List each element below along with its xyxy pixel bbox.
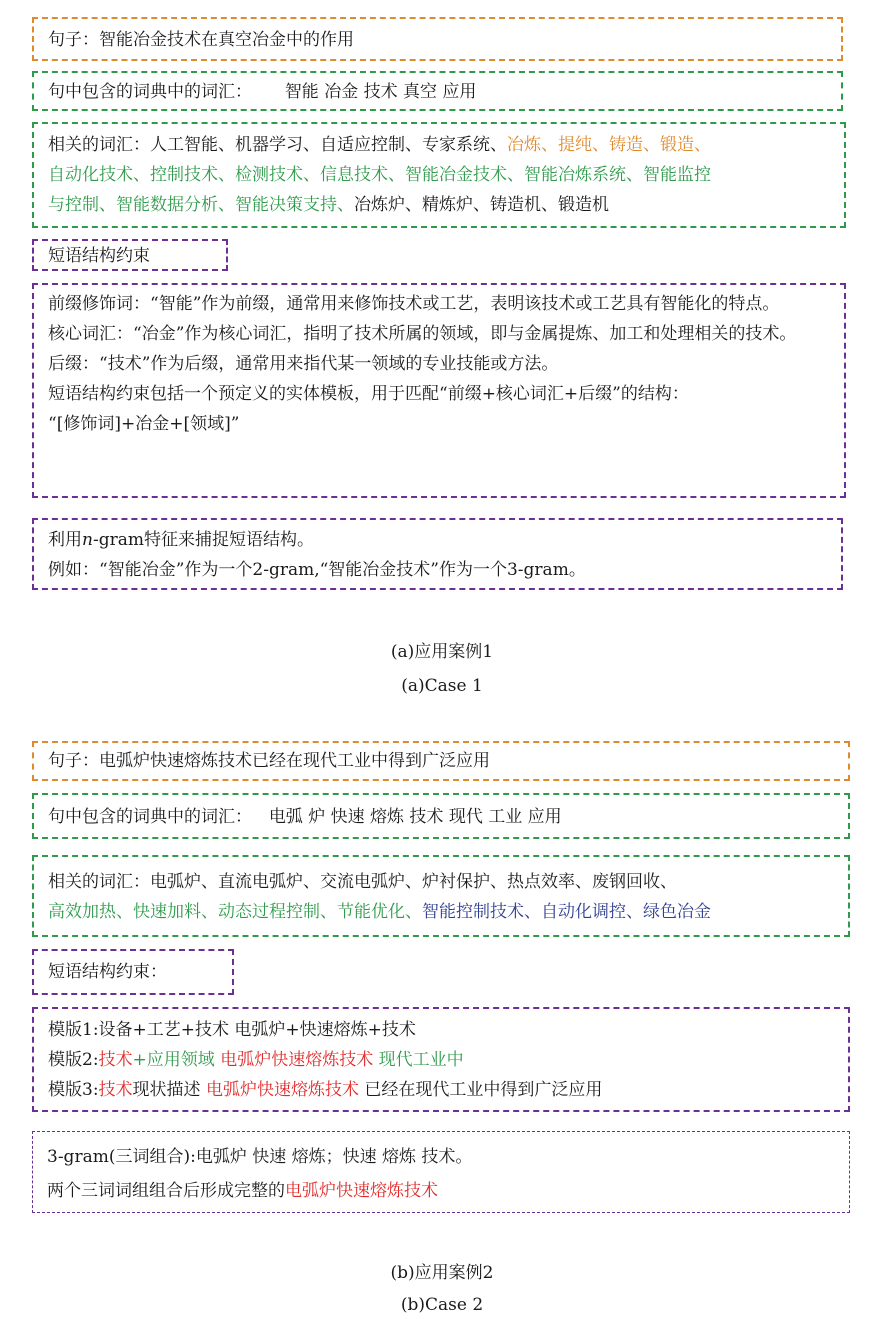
case2-related-words-box [32,855,850,937]
case1-template-1: 短语结构约束包括一个预定义的实体模板，用于匹配“前缀+核心词汇+后缀”的结构： [48,384,689,404]
case1-related-green-1: 自动化技术、控制技术、检测技术、信息技术、智能冶金技术、智能冶炼系统、智能监控 [48,165,711,185]
case2-sentence: 句子：电弧炉快速熔炼技术已经在现代工业中得到广泛应用 [48,751,490,771]
case1-ngram-box [32,518,843,590]
case1-constraint-title: 短语结构约束 [48,246,150,266]
case2-template-2-green-2: 现代工业中 [378,1050,464,1070]
case1-ngram-2: 例如：“智能冶金”作为一个2-gram,“智能冶金技术”作为一个3-gram。 [48,560,586,580]
case2-gram-2a: 两个三词词组组合后形成完整的 [47,1181,285,1201]
case2-gram-2b: 电弧炉快速熔炼技术 [285,1181,438,1201]
case1-sentence-box [32,17,843,61]
case2-dict-words: 电弧 炉 快速 熔炼 技术 现代 工业 应用 [268,807,562,827]
case1-dict-words-box [32,71,843,111]
case2-dict-words-label: 句中包含的词典中的词汇： [48,807,252,827]
case2-template-3-red-2: 电弧炉快速熔炼技术 [205,1080,359,1100]
case1-ngram-n: n [82,530,93,550]
case1-related-black-1: 人工智能、机器学习、自适应控制、专家系统、 [150,135,507,155]
case1-ngram-1a: 利用 [48,530,82,550]
case1-caption-en: (a)Case 1 [401,676,483,696]
case2-gram-1: 3-gram(三词组合):电弧炉 快速 熔炼；快速 熔炼 技术。 [47,1147,473,1167]
case2-template-3-mid: 现状描述 [132,1080,201,1100]
case1-constraint-detail-box [32,283,846,498]
case1-related-black-2: 冶炼炉、精炼炉、铸造机、锻造机 [354,195,609,215]
case1-dict-words: 智能 冶金 技术 真空 应用 [284,82,477,102]
case1-suffix: 后缀：“技术”作为后缀，通常用来指代某一领域的专业技能或方法。 [48,354,559,374]
case1-related-green-2: 与控制、智能数据分析、智能决策支持、 [48,195,354,215]
case1-prefix: 前缀修饰词：“智能”作为前缀，通常用来修饰技术或工艺，表明该技术或工艺具有智能化的特点。 [48,294,780,314]
case2-template-3-prefix: 模版3: [48,1080,99,1100]
case2-related-black: 电弧炉、直流电弧炉、交流电弧炉、炉衬保护、热点效率、废钢回收、 [150,872,677,892]
case2-templates-box [32,1007,850,1112]
case2-template-2-green-1: +应用领域 [132,1050,215,1070]
case2-template-2-red-2: 电弧炉快速熔炼技术 [220,1050,374,1070]
case2-related-label: 相关的词汇： [48,872,150,892]
case2-template-2-red-1: 技术 [98,1050,133,1070]
case1-caption-cn: (a)应用案例1 [390,642,494,662]
case2-dict-words-box [32,793,850,839]
case2-related-blue: 智能控制技术、自动化调控、绿色冶金 [422,902,711,922]
case2-template-2-prefix: 模版2: [48,1050,99,1070]
case2-constraint-title-box [32,949,234,995]
case1-related-label: 相关的词汇： [48,135,150,155]
case1-template-2: “[修饰词]+冶金+[领域]” [48,414,240,434]
case1-related-words-box [32,122,846,228]
case2-ngram-box [32,1131,850,1213]
case1-constraint-title-box [32,239,228,271]
case1-dict-words-label: 句中包含的词典中的词汇： [48,82,252,102]
case1-related-orange: 冶炼、提纯、铸造、锻造、 [507,135,711,155]
case1-ngram-1b: -gram特征来捕捉短语结构。 [92,530,314,550]
case2-caption-cn: (b)应用案例2 [390,1263,494,1283]
case2-related-green: 高效加热、快速加料、动态过程控制、节能优化、 [48,902,422,922]
case2-template-1: 模版1:设备+工艺+技术 电弧炉+快速熔炼+技术 [48,1020,416,1040]
case2-template-3-red-1: 技术 [98,1080,133,1100]
case2-constraint-title: 短语结构约束： [48,962,167,982]
case1-sentence: 句子：智能冶金技术在真空冶金中的作用 [48,30,354,50]
case2-template-3-end: 已经在现代工业中得到广泛应用 [364,1080,603,1100]
case2-caption-en: (b)Case 2 [400,1295,484,1315]
case2-sentence-box [32,741,850,781]
case1-core: 核心词汇：“冶金”作为核心词汇，指明了技术所属的领域，即与金属提炼、加工和处理相关的技术。 [48,324,797,344]
